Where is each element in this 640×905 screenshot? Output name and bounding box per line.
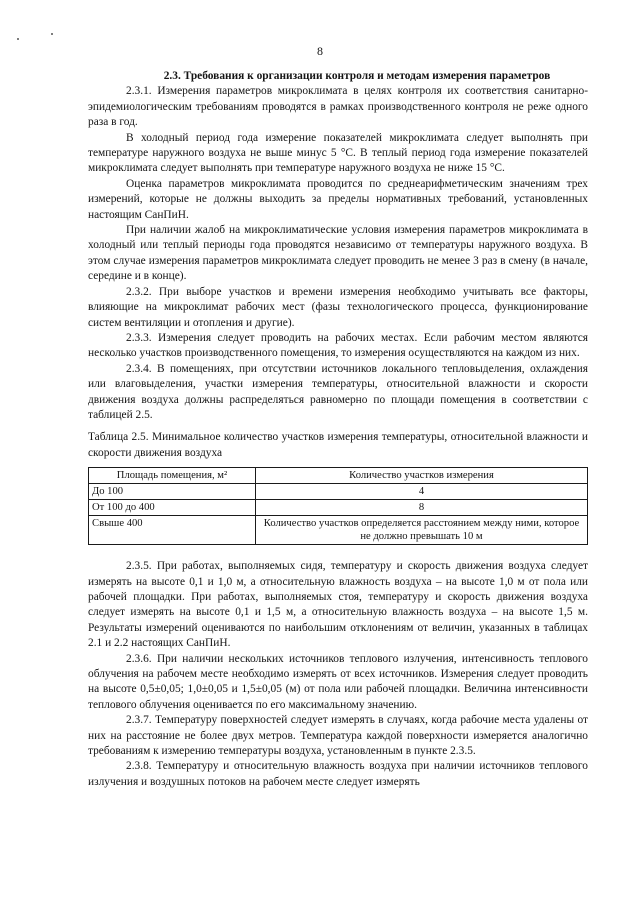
paragraph-2-3-7: 2.3.7. Температуру поверхностей следует измерять в случаях, когда рабочие места удалены от них на расстояние не более двух метров. Температура каждой поверхности измеряется аналогично требованиям к измерению температуры воздуха, установленным в пункте 2.3.5.	[88, 714, 588, 758]
header-area: Площадь помещения, м²	[89, 468, 256, 484]
cell-count: 8	[256, 500, 588, 516]
page-number: 8	[317, 44, 323, 58]
paragraph-cold-period: В холодный период года измерение показателей микроклимата следует выполнять при температуре наружного воздуха не выше минус 5 °С. В теплый период года измерение показателей микроклимата следует выполнять при температуре наружного воздуха не ниже 15 °С.	[88, 131, 588, 175]
scan-speck	[51, 33, 53, 35]
cell-count: 4	[256, 484, 588, 500]
paragraph-2-3-1: 2.3.1. Измерения параметров микроклимата в целях контроля их соответствия санитарно-эпидемиологическим требованиям проводятся в рамках производственного контроля не реже одного раза в год.	[88, 85, 588, 129]
paragraph-2-3-8: 2.3.8. Температуру и относительную влажность воздуха при наличии источников теплового излучения и воздушных потоков на рабочем месте следует измерять	[88, 760, 588, 788]
paragraph-complaints: При наличии жалоб на микроклиматические условия измерения параметров микроклимата в холодный или теплый периоды года проводятся независимо от температуры наружного воздуха. В этом случае измерения параметров микроклимата следует проводить не менее 3 раз в смену (в начале, середине и в конце).	[88, 224, 588, 283]
paragraph-2-3-6: 2.3.6. При наличии нескольких источников теплового излучения, интенсивность теплового облучения на рабочем месте необходимо измерять от всех источников. Измерения следует проводить на высоте 0,5±0,05; 1,0±0,05 и 1,5±0,05 (м) от пола или рабочей площадки. Величина интенсивности теплового облучения оценивается по его максимальному значению.	[88, 652, 588, 711]
cell-area: Свыше 400	[89, 516, 256, 545]
cell-area: От 100 до 400	[89, 500, 256, 516]
cell-area: До 100	[89, 484, 256, 500]
paragraph-2-3-4: 2.3.4. В помещениях, при отсутствии источников локального тепловыделения, охлаждения или влаговыделения, участки измерения температуры, относительной влажности и скорости движения воздуха должны распределяться равномерно по площади помещения в соответствии с таблицей 2.5.	[88, 362, 588, 421]
paragraph-2-3-5: 2.3.5. При работах, выполняемых сидя, температуру и скорость движения воздуха следует измерять на высоте 0,1 и 1,0 м, а относительную влажность воздуха – на высоте 1,0 м от пола или рабочей площадки. При работах, выполняемых стоя, температуру и скорость движения воздуха следует измерять на высоте 0,1 и 1,5 м, а относительную влажность воздуха – на высоте 1,5 м. Результаты измерений оцениваются по наибольшим отклонениям от величин, указанных в таблицах 2.1 и 2.2 настоящих СанПиН.	[88, 560, 588, 650]
page-body	[88, 69, 588, 790]
table-row	[89, 484, 588, 500]
paragraph-2-3-3: 2.3.3. Измерения следует проводить на рабочих местах. Если рабочим местом являются несколько участков производственного помещения, то измерения осуществляются на каждом из них.	[88, 331, 588, 360]
table-row	[89, 500, 588, 516]
section-heading: 2.3. Требования к организации контроля и методам измерения параметров	[163, 70, 551, 82]
scan-speck	[17, 38, 19, 40]
paragraph-2-3-2: 2.3.2. При выборе участков и времени измерения необходимо учитывать все факторы, влияющие на микроклимат рабочих мест (фазы технологического процесса, функционирование систем вентиляции и отопления и другие).	[88, 285, 588, 329]
paragraph-evaluation: Оценка параметров микроклимата проводится по среднеарифметическим значениям трех измерений, которые не должны выходить за пределы нормативных требований, установленных настоящим СанПиН.	[88, 177, 588, 221]
header-count: Количество участков измерения	[256, 468, 588, 484]
table-2-5	[88, 467, 588, 545]
table-header-row	[89, 468, 588, 484]
cell-count: Количество участков определяется расстоянием между ними, которое не должно превышать 10 м	[256, 516, 588, 545]
table-row	[89, 516, 588, 545]
table-caption: Таблица 2.5. Минимальное количество участков измерения температуры, относительной влажности и скорости движения воздуха	[88, 431, 588, 459]
